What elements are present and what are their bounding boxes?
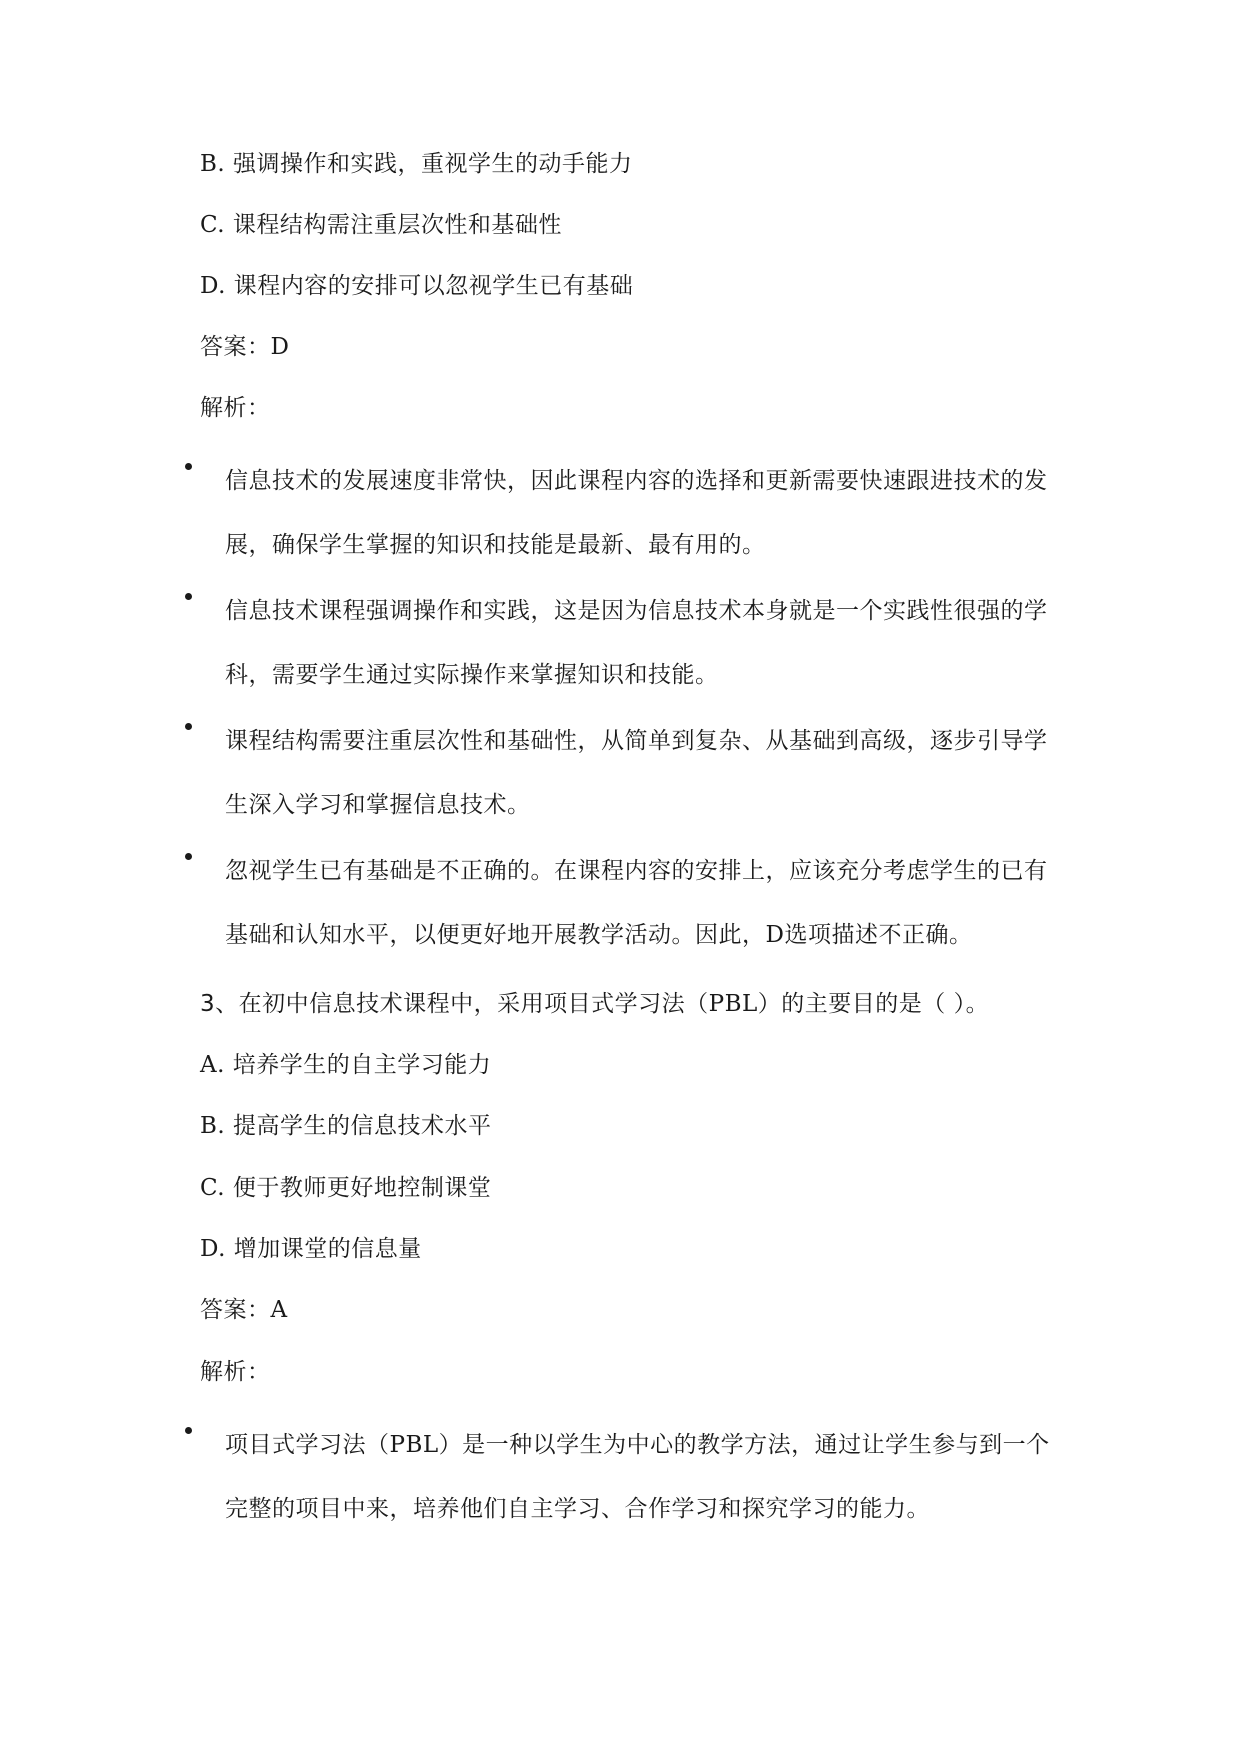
bullet-icon — [185, 463, 192, 470]
q3-stem-line — [200, 988, 989, 1020]
q3-number: 3 — [200, 991, 216, 1017]
analysis-line: 信息技术课程强调操作和实践，这是因为信息技术本身就是一个实践性很强的学 — [225, 598, 1048, 624]
bullet-icon — [185, 853, 192, 860]
bullet-icon — [185, 723, 192, 730]
analysis-line: 信息技术的发展速度非常快，因此课程内容的选择和更新需要快速跟进技术的发 — [225, 468, 1048, 494]
q3-option-c: C. 便于教师更好地控制课堂 — [200, 1175, 492, 1201]
analysis-line: 科，需要学生通过实际操作来掌握知识和技能。 — [225, 662, 719, 688]
analysis-line: 课程结构需要注重层次性和基础性，从简单到复杂、从基础到高级，逐步引导学 — [225, 728, 1048, 754]
q3-analysis-label: 解析： — [200, 1359, 271, 1385]
analysis-line: 展，确保学生掌握的知识和技能是最新、最有用的。 — [225, 532, 766, 558]
q2-analysis-label: 解析： — [200, 395, 271, 421]
q2-option-c: C. 课程结构需注重层次性和基础性 — [200, 212, 562, 238]
q3-option-d: D. 增加课堂的信息量 — [200, 1236, 422, 1262]
q2-answer: 答案：D — [200, 334, 290, 360]
bullet-icon — [185, 593, 192, 600]
analysis-line: 忽视学生已有基础是不正确的。在课程内容的安排上，应该充分考虑学生的已有 — [225, 858, 1048, 884]
analysis-line: 基础和认知水平，以便更好地开展教学活动。因此，D选项描述不正确。 — [225, 922, 973, 948]
bullet-icon — [185, 1427, 192, 1434]
q3-option-a: A. 培养学生的自主学习能力 — [200, 1052, 492, 1078]
q2-option-d: D. 课程内容的安排可以忽视学生已有基础 — [200, 273, 634, 299]
q3-answer: 答案：A — [200, 1297, 288, 1323]
q2-option-b: B. 强调操作和实践，重视学生的动手能力 — [200, 151, 633, 177]
q3-option-b: B. 提高学生的信息技术水平 — [200, 1113, 492, 1139]
analysis-line: 完整的项目中来，培养他们自主学习、合作学习和探究学习的能力。 — [225, 1496, 930, 1522]
analysis-line: 生深入学习和掌握信息技术。 — [225, 792, 531, 818]
q3-stem: 、在初中信息技术课程中，采用项目式学习法（PBL）的主要目的是（ ）。 — [215, 991, 990, 1017]
analysis-line: 项目式学习法（PBL）是一种以学生为中心的教学方法，通过让学生参与到一个 — [225, 1432, 1050, 1458]
